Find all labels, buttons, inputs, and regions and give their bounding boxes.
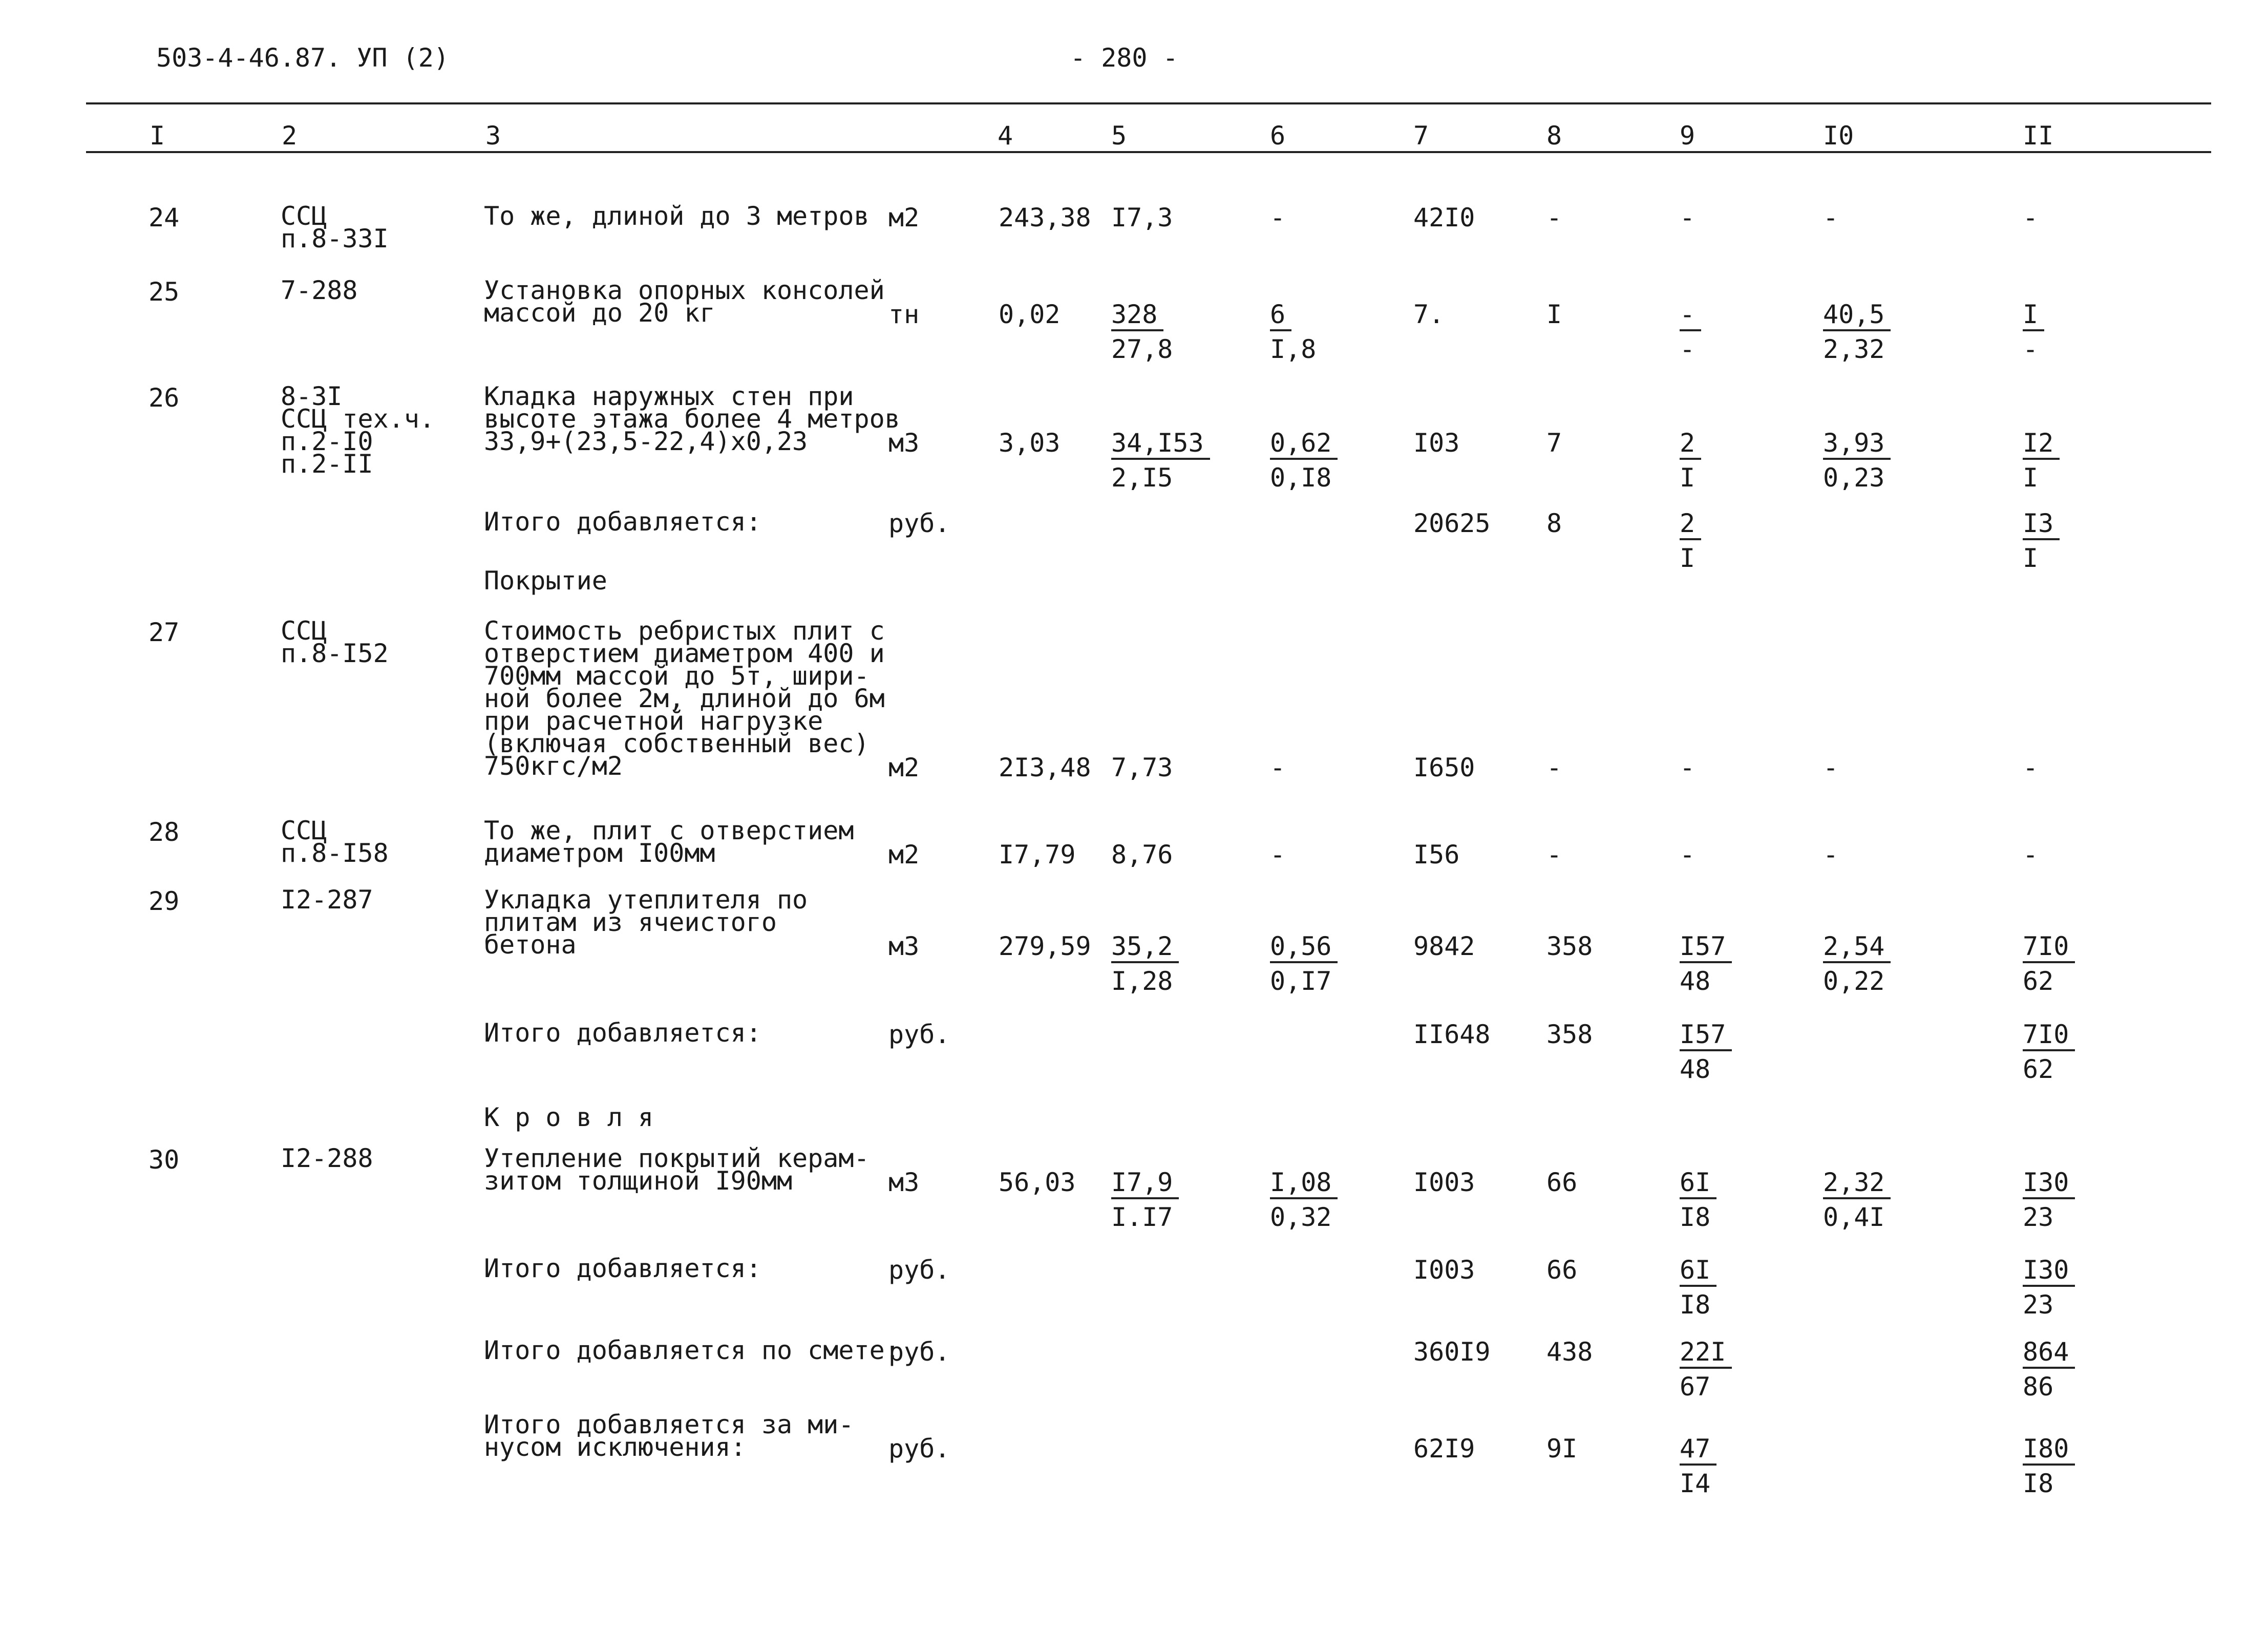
cell-col-11: [2023, 842, 2038, 867]
cell-col-9-denominator: I8: [1680, 1202, 1711, 1232]
row-unit: руб.: [888, 1337, 950, 1367]
cell-col-11: [2023, 1436, 2075, 1496]
row-number: 27: [149, 618, 180, 647]
cell-col-6-denominator: 0,32: [1270, 1202, 1332, 1232]
cell-col-9-numerator: 22I: [1680, 1339, 1732, 1369]
cell-col-9-numerator: 6I: [1680, 1170, 1716, 1199]
cell-col-11-denominator: I8: [2023, 1469, 2054, 1498]
cell-col-10-denominator: 2,32: [1823, 334, 1885, 364]
cell-col-8: 358: [1546, 931, 1593, 961]
cell-col-11-numerator: 7I0: [2023, 934, 2075, 963]
row-code: 8-3I ССЦ тех.ч. п.2-I0 п.2-II: [281, 381, 435, 479]
cell-col-5-denominator: I,28: [1111, 966, 1173, 996]
row-quantity: 3,03: [999, 428, 1061, 458]
cell-col-5-value: 7,73: [1111, 753, 1173, 782]
cell-col-7: 42I0: [1413, 203, 1475, 232]
cell-col-5-denominator: 2,I5: [1111, 463, 1173, 493]
cell-col-10-value: -: [1823, 753, 1839, 782]
row-description: Установка опорных консолей массой до 20 кг: [484, 275, 885, 328]
row-code: ССЦ п.8-I58: [281, 816, 389, 868]
row-unit: м2: [888, 840, 920, 869]
cell-col-8: I: [1546, 300, 1562, 329]
row-description: Итого добавляется по смете:: [484, 1335, 900, 1365]
cell-col-9: [1680, 1022, 1732, 1082]
cell-col-6-numerator: 0,56: [1270, 934, 1338, 963]
cell-col-7: 20625: [1413, 508, 1491, 538]
cell-col-9: [1680, 1257, 1716, 1318]
cell-col-5: [1111, 302, 1173, 362]
cell-col-9-denominator: I4: [1680, 1469, 1711, 1498]
cell-col-6: [1270, 1170, 1338, 1230]
row-description: Итого добавляется за ми- нусом исключения:: [484, 1410, 854, 1462]
cell-col-8: 7: [1546, 428, 1562, 458]
row-description: То же, длиной до 3 метров: [484, 201, 870, 231]
cell-col-11-denominator: I: [2023, 463, 2039, 493]
cell-col-5-value: 8,76: [1111, 840, 1173, 869]
row-quantity: 279,59: [999, 931, 1091, 961]
cell-col-5: [1111, 205, 1173, 230]
row-description: Итого добавляется:: [484, 1254, 761, 1283]
cell-col-11-denominator: -: [2023, 334, 2039, 364]
cell-col-9: [1680, 1337, 1732, 1402]
cell-col-7: 62I9: [1413, 1434, 1475, 1464]
cell-col-11-value: -: [2023, 753, 2039, 782]
row-quantity: I7,79: [999, 840, 1076, 869]
cell-col-10-denominator: 0,22: [1823, 966, 1885, 996]
row-unit: м3: [888, 428, 920, 458]
cell-col-11-denominator: 86: [2023, 1372, 2054, 1402]
row-description: Кладка наружных стен при высоте этажа более 4 метров 33,9+(23,5-22,4)х0,23: [484, 381, 900, 456]
cell-col-9: [1680, 1170, 1716, 1230]
cell-col-6: [1270, 755, 1285, 780]
cell-col-11-numerator: I3: [2023, 511, 2060, 540]
cell-col-9-value: -: [1680, 840, 1695, 869]
cell-col-5-value: I7,3: [1111, 203, 1173, 232]
cell-col-11-denominator: 23: [2023, 1202, 2054, 1232]
cell-col-8: 438: [1546, 1337, 1593, 1367]
cell-col-9-denominator: I8: [1680, 1290, 1711, 1320]
cell-col-6: [1270, 205, 1285, 230]
cell-col-9: [1680, 302, 1701, 362]
cell-col-10-value: -: [1823, 840, 1839, 869]
cell-col-10-numerator: 2,32: [1823, 1170, 1891, 1199]
cell-col-11-denominator: 23: [2023, 1290, 2054, 1320]
cell-col-8: -: [1546, 840, 1562, 869]
cell-col-5: [1111, 931, 1179, 996]
cell-col-6-numerator: 0,62: [1270, 430, 1338, 460]
cell-col-11-numerator: I2: [2023, 430, 2060, 460]
cell-col-11: [2023, 430, 2060, 491]
row-number: 24: [149, 203, 180, 232]
cell-col-11-value: -: [2023, 840, 2039, 869]
cell-col-11: [2023, 1257, 2075, 1318]
cell-col-9: [1680, 508, 1701, 573]
cell-col-11: [2023, 931, 2075, 996]
cell-col-10-numerator: 40,5: [1823, 302, 1891, 331]
header-rule-top: [86, 102, 2211, 104]
cell-col-9-denominator: 67: [1680, 1372, 1711, 1402]
row-code: 7-288: [281, 275, 358, 305]
row-code: I2-287: [281, 885, 373, 915]
row-description: Итого добавляется:: [484, 1018, 761, 1048]
row-quantity: 2I3,48: [999, 753, 1091, 782]
cell-col-9-numerator: 2: [1680, 511, 1701, 540]
cell-col-5-denominator: I.I7: [1111, 1202, 1173, 1232]
cell-col-6: [1270, 302, 1316, 362]
cell-col-5: [1111, 430, 1210, 491]
cell-col-9: [1680, 931, 1732, 996]
cell-col-9-denominator: I: [1680, 543, 1695, 573]
cell-col-8: 358: [1546, 1020, 1593, 1049]
cell-col-6-denominator: 0,I7: [1270, 966, 1332, 996]
cell-col-9-numerator: -: [1680, 302, 1701, 331]
column-header-11: II: [2023, 121, 2054, 151]
cell-col-9: [1680, 430, 1701, 491]
cell-col-7: I003: [1413, 1168, 1475, 1197]
cell-col-9-denominator: -: [1680, 334, 1695, 364]
column-header-9: 9: [1680, 121, 1695, 151]
cell-col-7: I003: [1413, 1255, 1475, 1285]
row-description: К р о в л я: [484, 1102, 654, 1132]
cell-col-10-denominator: 0,23: [1823, 463, 1885, 493]
row-number: 26: [149, 383, 180, 413]
cell-col-10: [1823, 755, 1838, 780]
cell-col-11: [2023, 1337, 2075, 1402]
cell-col-6: [1270, 842, 1285, 867]
cell-col-10: [1823, 1170, 1891, 1230]
cell-col-11-numerator: I30: [2023, 1257, 2075, 1287]
cell-col-6-numerator: 6: [1270, 302, 1291, 331]
row-number: 28: [149, 817, 180, 847]
cell-col-6-numerator: I,08: [1270, 1170, 1338, 1199]
row-quantity: 0,02: [999, 300, 1061, 329]
cell-col-6: [1270, 931, 1338, 996]
cell-col-6-denominator: 0,I8: [1270, 463, 1332, 493]
cell-col-11-denominator: 62: [2023, 1054, 2054, 1084]
cell-col-10-denominator: 0,4I: [1823, 1202, 1885, 1232]
cell-col-5-numerator: 35,2: [1111, 934, 1179, 963]
column-header-10: I0: [1823, 121, 1854, 151]
column-header-8: 8: [1546, 121, 1562, 151]
cell-col-5-numerator: I7,9: [1111, 1170, 1179, 1199]
header-rule-bottom: [86, 151, 2211, 153]
row-unit: руб.: [888, 1434, 950, 1464]
column-header-4: 4: [998, 121, 1013, 151]
cell-col-10: [1823, 205, 1838, 230]
cell-col-11: [2023, 1022, 2075, 1082]
row-number: 25: [149, 277, 180, 307]
cell-col-10: [1823, 842, 1838, 867]
cell-col-7: 9842: [1413, 931, 1475, 961]
cell-col-8: -: [1546, 203, 1562, 232]
cell-col-5: [1111, 755, 1173, 780]
row-description: Укладка утеплителя по плитам из ячеистого бетона: [484, 885, 808, 960]
cell-col-5-denominator: 27,8: [1111, 334, 1173, 364]
column-header-1: I: [150, 121, 165, 151]
row-unit: руб.: [888, 1255, 950, 1285]
cell-col-10: [1823, 302, 1891, 362]
cell-col-7: I56: [1413, 840, 1460, 869]
cell-col-11-denominator: 62: [2023, 966, 2054, 996]
cell-col-11-value: -: [2023, 203, 2039, 232]
cell-col-6-value: -: [1270, 203, 1286, 232]
cell-col-11: [2023, 302, 2044, 362]
cell-col-8: 66: [1546, 1168, 1578, 1197]
row-unit: м3: [888, 1168, 920, 1197]
column-header-6: 6: [1270, 121, 1286, 151]
doc-code: 503-4-46.87. УП (2): [156, 43, 449, 73]
row-quantity: 56,03: [999, 1168, 1076, 1197]
cell-col-7: I650: [1413, 753, 1475, 782]
row-quantity: 243,38: [999, 203, 1091, 232]
cell-col-7: II648: [1413, 1020, 1491, 1049]
cell-col-11: [2023, 755, 2038, 780]
cell-col-9-numerator: 47: [1680, 1436, 1716, 1466]
cell-col-9: [1680, 1436, 1716, 1496]
cell-col-9: [1680, 205, 1695, 230]
cell-col-11-numerator: 864: [2023, 1339, 2075, 1369]
cell-col-8: 66: [1546, 1255, 1578, 1285]
column-header-2: 2: [282, 121, 298, 151]
cell-col-9: [1680, 842, 1695, 867]
row-code: ССЦ п.8-33I: [281, 201, 389, 253]
cell-col-11-numerator: I80: [2023, 1436, 2075, 1466]
cell-col-6-value: -: [1270, 840, 1286, 869]
row-unit: руб.: [888, 1020, 950, 1049]
cell-col-11: [2023, 205, 2038, 230]
page-number: - 280 -: [1070, 43, 1178, 73]
row-description: Стоимость ребристых плит с отверстием диаметром 400 и 700мм массой до 5т, шири- ной более 2м, длиной до 6м при расчетной нагрузке (включая собственный вес) 750кгс/м2: [484, 616, 885, 781]
cell-col-9: [1680, 755, 1695, 780]
row-code: ССЦ п.8-I52: [281, 616, 389, 668]
cell-col-11-numerator: I: [2023, 302, 2044, 331]
cell-col-9-denominator: 48: [1680, 1054, 1711, 1084]
cell-col-5: [1111, 842, 1173, 867]
cell-col-11: [2023, 508, 2060, 573]
cell-col-9-numerator: 6I: [1680, 1257, 1716, 1287]
cell-col-8: 8: [1546, 508, 1562, 538]
row-number: 30: [149, 1145, 180, 1175]
column-header-5: 5: [1111, 121, 1127, 151]
row-unit: руб.: [888, 508, 950, 538]
cell-col-5: [1111, 1170, 1179, 1230]
cell-col-8: 9I: [1546, 1434, 1578, 1464]
row-code: I2-288: [281, 1143, 373, 1173]
row-description: Утепление покрытий керам- зитом толщиной I90мм: [484, 1143, 870, 1196]
column-header-3: 3: [485, 121, 501, 151]
row-unit: тн: [888, 300, 920, 329]
cell-col-11-numerator: I30: [2023, 1170, 2075, 1199]
row-unit: м2: [888, 203, 920, 232]
cell-col-10-numerator: 3,93: [1823, 430, 1891, 460]
cell-col-11-numerator: 7I0: [2023, 1022, 2075, 1051]
row-unit: м2: [888, 753, 920, 782]
cell-col-7: I03: [1413, 428, 1460, 458]
cell-col-5-numerator: 34,I53: [1111, 430, 1210, 460]
cell-col-9-value: -: [1680, 203, 1695, 232]
cell-col-7: 360I9: [1413, 1337, 1491, 1367]
cell-col-11: [2023, 1170, 2075, 1230]
cell-col-9-numerator: I57: [1680, 1022, 1732, 1051]
cell-col-10-numerator: 2,54: [1823, 934, 1891, 963]
cell-col-8: -: [1546, 753, 1562, 782]
row-description: Итого добавляется:: [484, 507, 761, 537]
row-unit: м3: [888, 931, 920, 961]
cell-col-9-numerator: I57: [1680, 934, 1732, 963]
cell-col-10: [1823, 931, 1891, 996]
cell-col-6: [1270, 430, 1338, 491]
row-description: Покрытие: [484, 566, 607, 596]
row-number: 29: [149, 886, 180, 916]
cell-col-7: 7.: [1413, 300, 1445, 329]
cell-col-9-numerator: 2: [1680, 430, 1701, 460]
cell-col-5-numerator: 328: [1111, 302, 1163, 331]
cell-col-9-value: -: [1680, 753, 1695, 782]
cell-col-6-value: -: [1270, 753, 1286, 782]
cell-col-9-denominator: I: [1680, 463, 1695, 493]
cell-col-11-denominator: I: [2023, 543, 2039, 573]
cell-col-10: [1823, 430, 1891, 491]
row-description: То же, плит с отверстием диаметром I00мм: [484, 816, 854, 868]
cell-col-10-value: -: [1823, 203, 1839, 232]
cell-col-6-denominator: I,8: [1270, 334, 1317, 364]
cell-col-9-denominator: 48: [1680, 966, 1711, 996]
column-header-7: 7: [1413, 121, 1429, 151]
